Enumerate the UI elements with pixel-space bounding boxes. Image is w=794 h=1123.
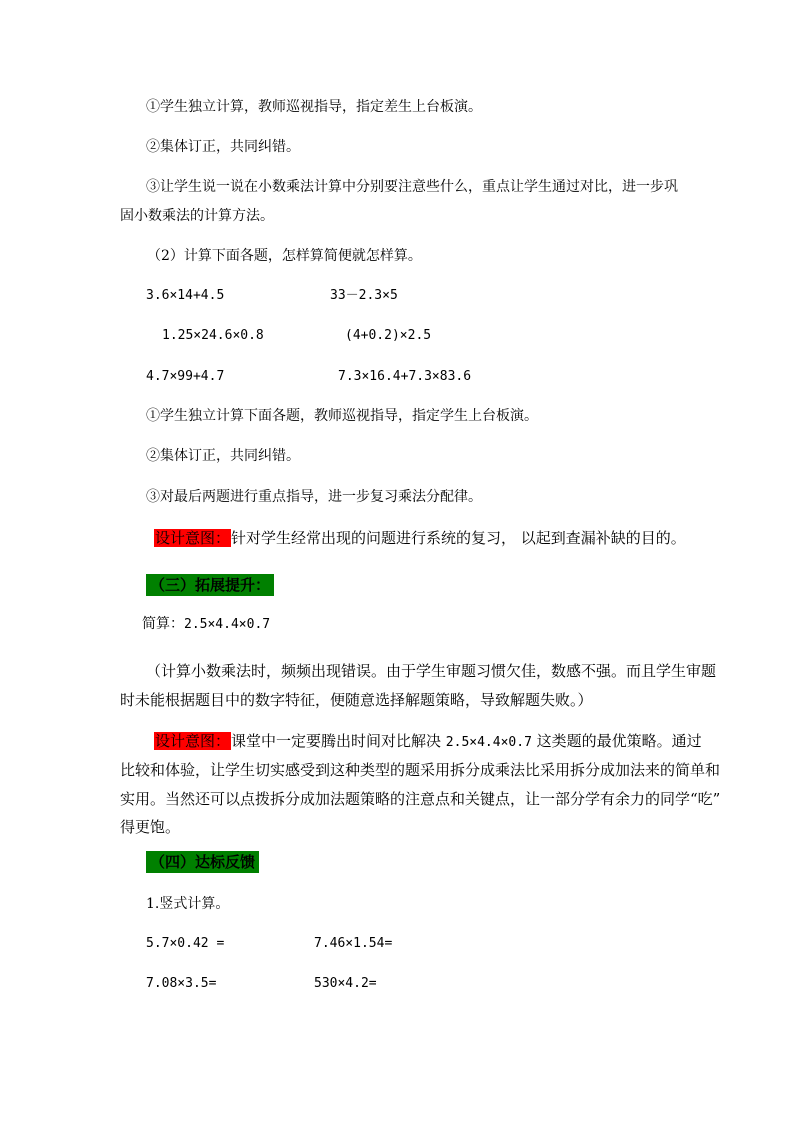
paragraph-8-line-1: （计算小数乘法时，频频出现错误。由于学生审题习惯欠佳，数感不强。而且学生审题	[146, 662, 717, 680]
design-intent-tag: 设计意图：	[155, 529, 231, 547]
paragraph-2: ②集体订正，共同纠错。	[146, 139, 300, 155]
section-3-heading	[146, 575, 274, 595]
simple-calc	[142, 614, 270, 635]
vertical-calc-2a: 7.08×3.5=	[146, 976, 217, 991]
paragraph-5: ①学生独立计算下面各题，教师巡视指导，指定学生上台板演。	[146, 408, 538, 424]
vertical-calc-1a: 5.7×0.42 =	[146, 936, 225, 951]
design-intent-2-text-b: 这类题的最优策略。通过	[531, 732, 702, 750]
exercise-3b: 7.3×16.4+7.3×83.6	[338, 369, 472, 384]
design-intent-2-expr: 2.5×4.4×0.7	[445, 735, 532, 750]
paragraph-1: ①学生独立计算，教师巡视指导，指定差生上台板演。	[146, 99, 482, 115]
exercise-1a: 3.6×14+4.5	[146, 288, 225, 303]
paragraph-9-line-3: 实用。当然还可以点拨拆分成加法题策略的注意点和关键点，让一部分学有余力的同学“吃”	[120, 790, 721, 808]
paragraph-3-line-2: 固小数乘法的计算方法。	[120, 208, 274, 224]
exercise-3a: 4.7×99+4.7	[146, 369, 225, 384]
design-intent-1	[154, 528, 686, 548]
design-intent-2-tag: 设计意图：	[155, 732, 231, 750]
paragraph-9-line-2: 比较和体验，让学生切实感受到这种类型的题采用拆分成乘法比采用拆分成加法来的简单和	[120, 761, 721, 779]
section-3-label: （三）拓展提升：	[146, 574, 274, 596]
paragraph-8-line-2: 时未能根据题目中的数字特征，便随意选择解题策略，导致解题失败。）	[120, 691, 593, 709]
design-intent-2-text-a: 课堂中一定要腾出时间对比解决	[231, 732, 446, 750]
paragraph-7: ③对最后两题进行重点指导，进一步复习乘法分配律。	[146, 489, 482, 505]
simple-calc-expr: 2.5×4.4×0.7	[184, 617, 271, 632]
paragraph-9-line-4: 得更饱。	[120, 818, 181, 836]
exercise-1b: 33－2.3×5	[330, 288, 398, 303]
design-intent-text: 针对学生经常出现的问题进行系统的复习， 以起到查漏补缺的目的。	[231, 529, 686, 547]
vertical-calc-1b: 7.46×1.54=	[314, 936, 393, 951]
paragraph-3-line-1: ③让学生说一说在小数乘法计算中分别要注意些什么，重点让学生通过对比，进一步巩	[146, 179, 678, 195]
exercise-2b: (4+0.2)×2.5	[345, 328, 432, 343]
paragraph-6: ②集体订正，共同纠错。	[146, 448, 300, 464]
simple-calc-label: 简算：	[142, 616, 184, 632]
exercise-2a: 1.25×24.6×0.8	[162, 328, 264, 343]
question-1: 1.竖式计算。	[146, 896, 230, 912]
design-intent-2	[154, 731, 702, 753]
section-4-heading	[146, 852, 259, 872]
vertical-calc-2b: 530×4.2=	[314, 976, 377, 991]
section-4-label: （四）达标反馈	[146, 851, 259, 873]
paragraph-4: （2）计算下面各题，怎样算简便就怎样算。	[147, 248, 422, 264]
